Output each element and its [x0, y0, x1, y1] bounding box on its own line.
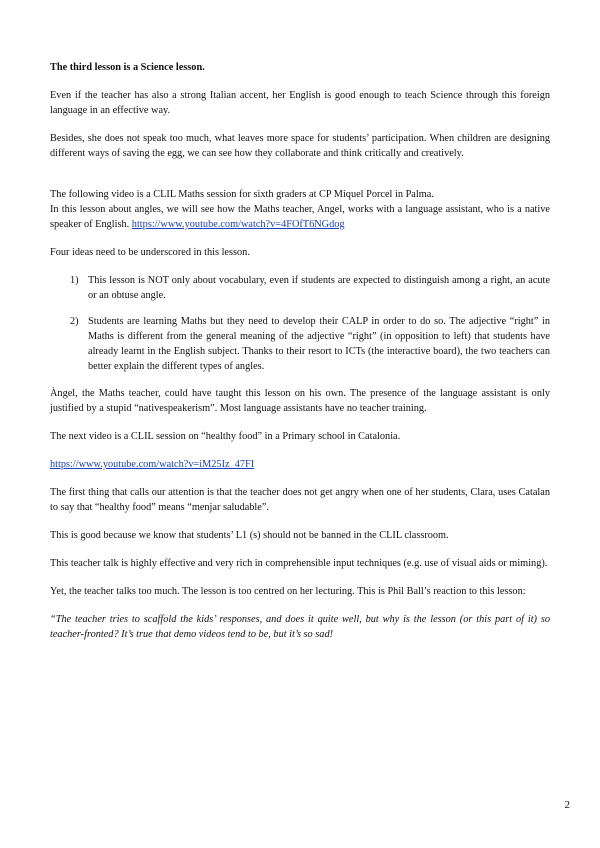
- page-number: 2: [564, 799, 570, 811]
- paragraph-link: [50, 457, 550, 472]
- ideas-list: [50, 273, 550, 374]
- list-item: [50, 314, 550, 374]
- list-number: 2): [70, 316, 79, 327]
- paragraph-angles-lesson: [50, 202, 550, 232]
- phil-ball-quote: “The teacher tries to scaffold the kids’ responses, and does it quite well, but why is the lesson (or this part of it) so teacher-fronted? It’s true that demo videos tend to be, but it’s so sad!: [50, 614, 550, 640]
- angles-lesson-text: In this lesson about angles, we will see how the Maths teacher, Angel, works with a language assistant, who is a native speaker of English.: [50, 204, 550, 230]
- paragraph-maths-video-intro: The following video is a CLIL Maths session for sixth graders at CP Miquel Porcel in Palma.: [50, 189, 434, 200]
- paragraph-language-assistant: Àngel, the Maths teacher, could have taught this lesson on his own. The presence of the language assistant is only justified by a stupid “nativespeakerism”. Most language assistants have no teacher training.: [50, 388, 550, 414]
- paragraph-accent: Even if the teacher has also a strong Italian accent, her English is good enough to teach Science through this foreign language in an effective way.: [50, 90, 550, 116]
- paragraph-l1: This is good because we know that students’ L1 (s) should not be banned in the CLIL classroom.: [50, 530, 449, 541]
- list-text: This lesson is NOT only about vocabulary, even if students are expected to distinguish among a right, an acute or an obtuse angle.: [88, 275, 550, 301]
- paragraph-teacher-talk: This teacher talk is highly effective and very rich in comprehensible input techniques (e.g. use of visual aids or miming).: [50, 558, 548, 569]
- paragraph-lecturing: Yet, the teacher talks too much. The lesson is too centred on her lecturing. This is Phil Ball’s reaction to this lesson:: [50, 586, 526, 597]
- maths-video-link[interactable]: https://www.youtube.com/watch?v=4FOfT6NGdog: [131, 219, 345, 230]
- list-number: 1): [70, 275, 79, 286]
- healthy-food-video-link[interactable]: https://www.youtube.com/watch?v=iM25Iz_47FI: [50, 459, 255, 470]
- section-title: The third lesson is a Science lesson.: [50, 62, 205, 73]
- paragraph-participation: Besides, she does not speak too much, what leaves more space for students’ participation. When children are designing different ways of saving the egg, we can see how they collaborate and think critically and creatively.: [50, 133, 550, 159]
- paragraph-four-ideas: Four ideas need to be underscored in this lesson.: [50, 247, 250, 258]
- paragraph-catalan: The first thing that calls our attention is that the teacher does not get angry when one of her students, Clara, uses Catalan to say that “healthy food” means “menjar saludable”.: [50, 487, 550, 513]
- document-page: [50, 60, 550, 642]
- list-item: [50, 273, 550, 303]
- paragraph-healthy-food-video: The next video is a CLIL session on “healthy food” in a Primary school in Catalonia.: [50, 431, 401, 442]
- list-text: Students are learning Maths but they need to develop their CALP in order to do so. The adjective “right” in Maths is different from the general meaning of the adjective “right” (in opposition to left) that students have already learnt in the English subject. Thanks to their resort to ICTs (the interactive board), the two teachers can better explain the different types of angles.: [88, 316, 550, 372]
